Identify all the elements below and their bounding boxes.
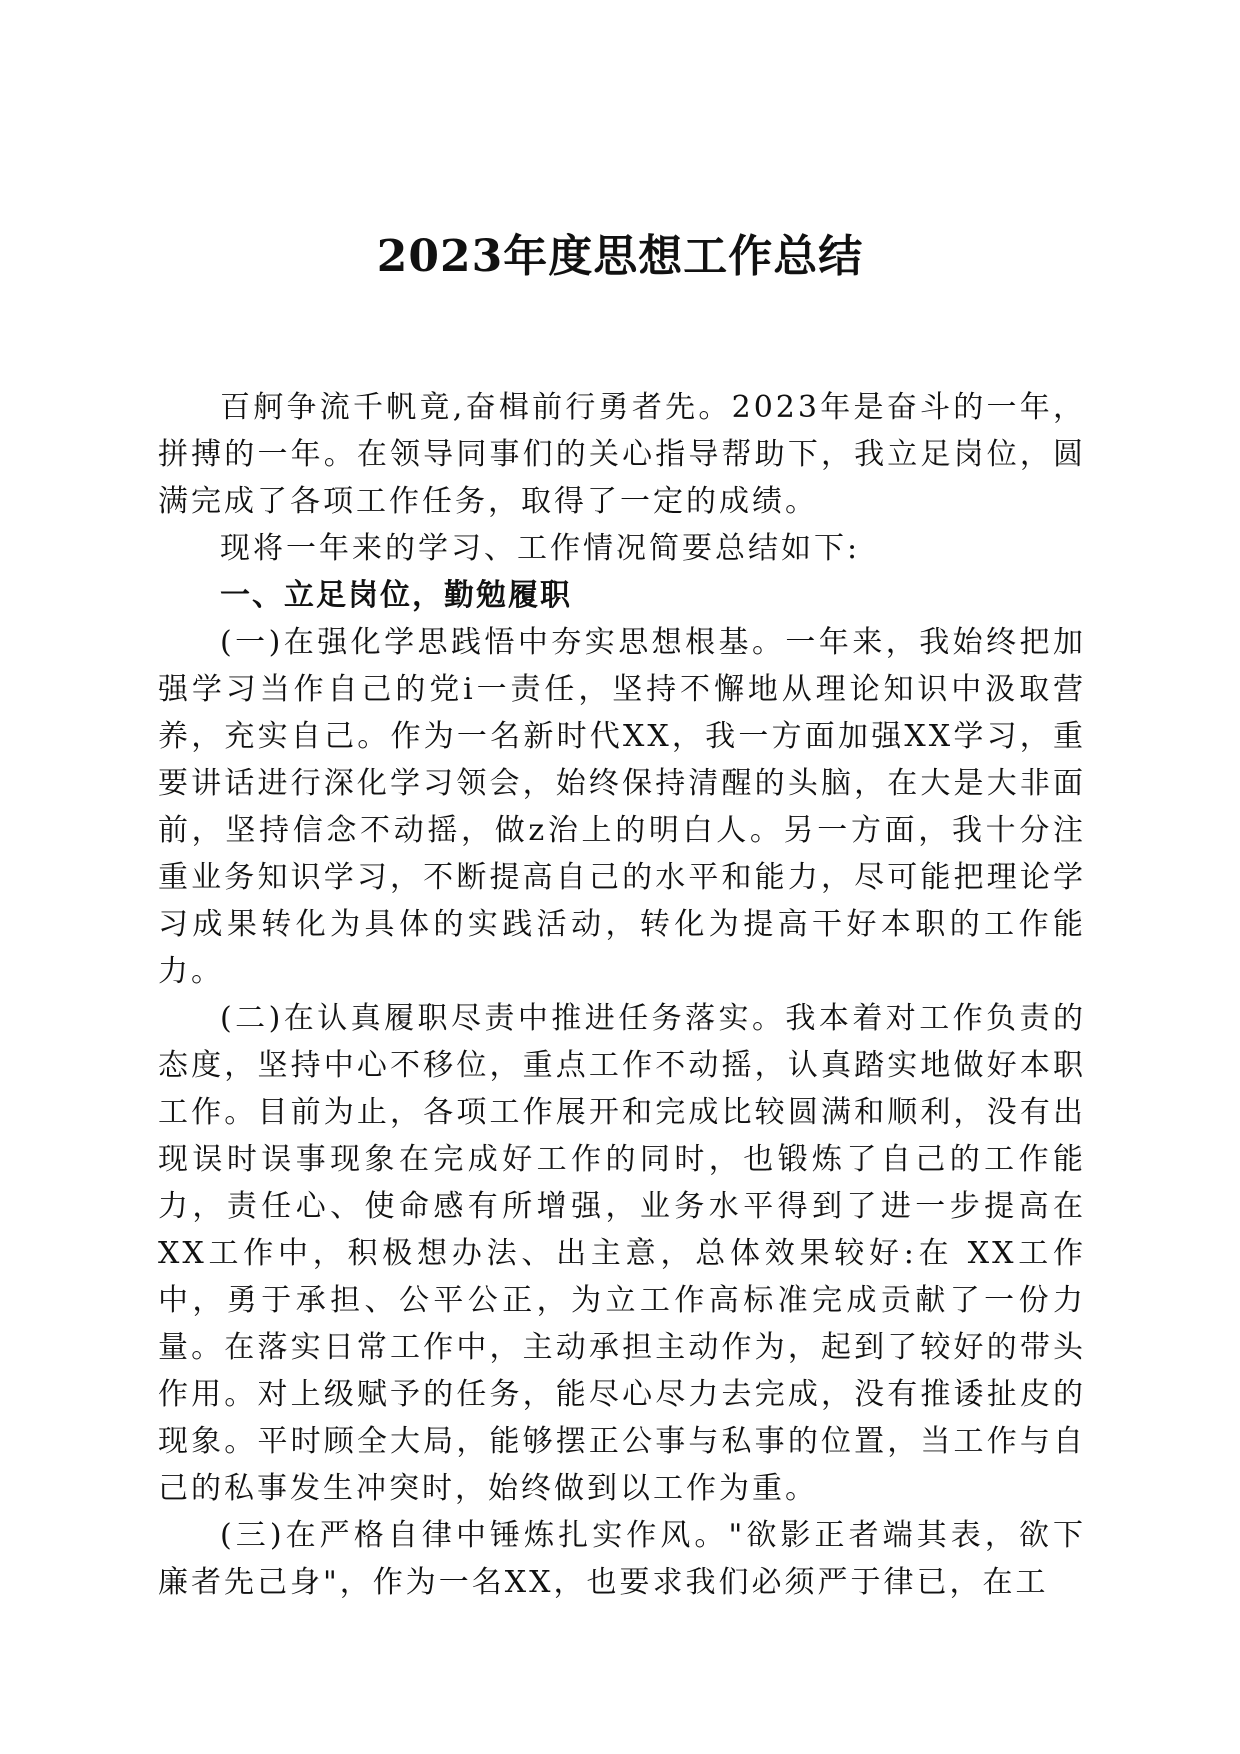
subsection-3-paragraph: (三)在严格自律中锤炼扎实作风。"欲影正者端其表，欲下廉者先己身"，作为一名XX，也要求我们必须严于律已，在工 — [158, 1518, 1086, 1600]
subsection-1-paragraph: (一)在强化学思践悟中夯实思想根基。一年来，我始终把加强学习当作自己的党i一责任，坚持不懈地从理论知识中汲取营养，充实自己。作为一名新时代XX，我一方面加强XX学习，重要讲话进行深化学习领会，始终保持清醒的头脑，在大是大非面前，坚持信念不动摇，做z治上的明白人。另一方面，我十分注重业务知识学习，不断提高自己的水平和能力，尽可能把理论学习成果转化为具体的实践活动，转化为提高干好本职的工作能力。 — [158, 625, 1086, 989]
intro-paragraph: 百舸争流千帆竟,奋楫前行勇者先。2023年是奋斗的一年，拼搏的一年。在领导同事们的关心指导帮助下，我立足岗位，圆满完成了各项工作任务，取得了一定的成绩。 — [158, 390, 1086, 519]
subsection-2-paragraph: (二)在认真履职尽责中推进任务落实。我本着对工作负责的态度，坚持中心不移位，重点工作不动摇，认真踏实地做好本职工作。目前为止，各项工作展开和完成比较圆满和顺利，没有出现误时误事现象在完成好工作的同时，也锻炼了自己的工作能力，责任心、使命感有所增强，业务水平得到了进一步提高在XX工作中，积极想办法、出主意，总体效果较好:在 XX工作中，勇于承担、公平公正，为立工作高标准完成贡献了一份力量。在落实日常工作中，主动承担主动作为，起到了较好的带头作用。对上级赋予的任务，能尽心尽力去完成，没有推诿扯皮的现象。平时顾全大局，能够摆正公事与私事的位置，当工作与自己的私事发生冲突时，始终做到以工作为重。 — [158, 1001, 1086, 1506]
section-heading: 一、立足岗位，勤勉履职 — [220, 578, 572, 613]
summary-lead-paragraph: 现将一年来的学习、工作情况简要总结如下: — [220, 531, 861, 566]
document-title: 2023年度思想工作总结 — [376, 231, 864, 282]
document-body — [158, 384, 1086, 1606]
